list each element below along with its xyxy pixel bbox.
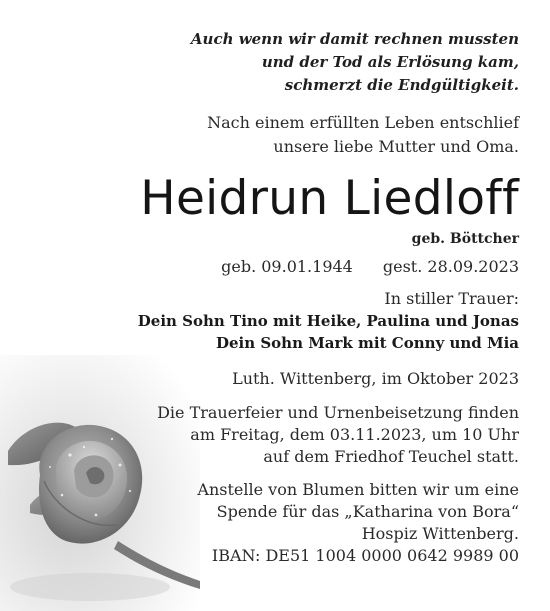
place-date: Luth. Wittenberg, im Oktober 2023 [232, 369, 519, 388]
funeral-line: am Freitag, dem 03.11.2023, um 10 Uhr [190, 425, 519, 444]
donation-info [110, 479, 519, 567]
mourners-heading: In stiller Trauer: [384, 289, 519, 308]
funeral-line: Die Trauerfeier und Urnenbeisetzung finden [157, 403, 519, 422]
funeral-info [110, 402, 519, 468]
donation-line: Spende für das „Katharina von Bora“ [216, 502, 519, 521]
intro-text [110, 111, 519, 159]
life-dates [110, 256, 519, 278]
quote [110, 28, 519, 97]
quote-line: und der Tod als Erlösung kam, [261, 53, 519, 71]
birth-name: geb. Böttcher [411, 231, 519, 247]
donation-line: Hospiz Wittenberg. [361, 524, 519, 543]
funeral-line: auf dem Friedhof Teuchel statt. [263, 447, 519, 466]
donation-line: Anstelle von Blumen bitten wir um eine [197, 480, 519, 499]
quote-line: schmerzt die Endgültigkeit. [284, 76, 519, 94]
deceased-name: Heidrun Liedloff [140, 171, 519, 226]
birth-date: geb. 09.01.1944 [221, 257, 353, 276]
mourner-line: Dein Sohn Mark mit Conny und Mia [215, 334, 519, 352]
death-date: gest. 28.09.2023 [382, 257, 519, 276]
intro-line: Nach einem erfüllten Leben entschlief [207, 113, 519, 132]
text-column [110, 28, 519, 567]
quote-line: Auch wenn wir damit rechnen mussten [190, 30, 519, 48]
mourners-list [110, 310, 519, 354]
mourner-line: Dein Sohn Tino mit Heike, Paulina und Jonas [137, 312, 519, 330]
iban: IBAN: DE51 1004 0000 0642 9989 00 [211, 546, 519, 565]
intro-line: unsere liebe Mutter und Oma. [273, 137, 519, 156]
